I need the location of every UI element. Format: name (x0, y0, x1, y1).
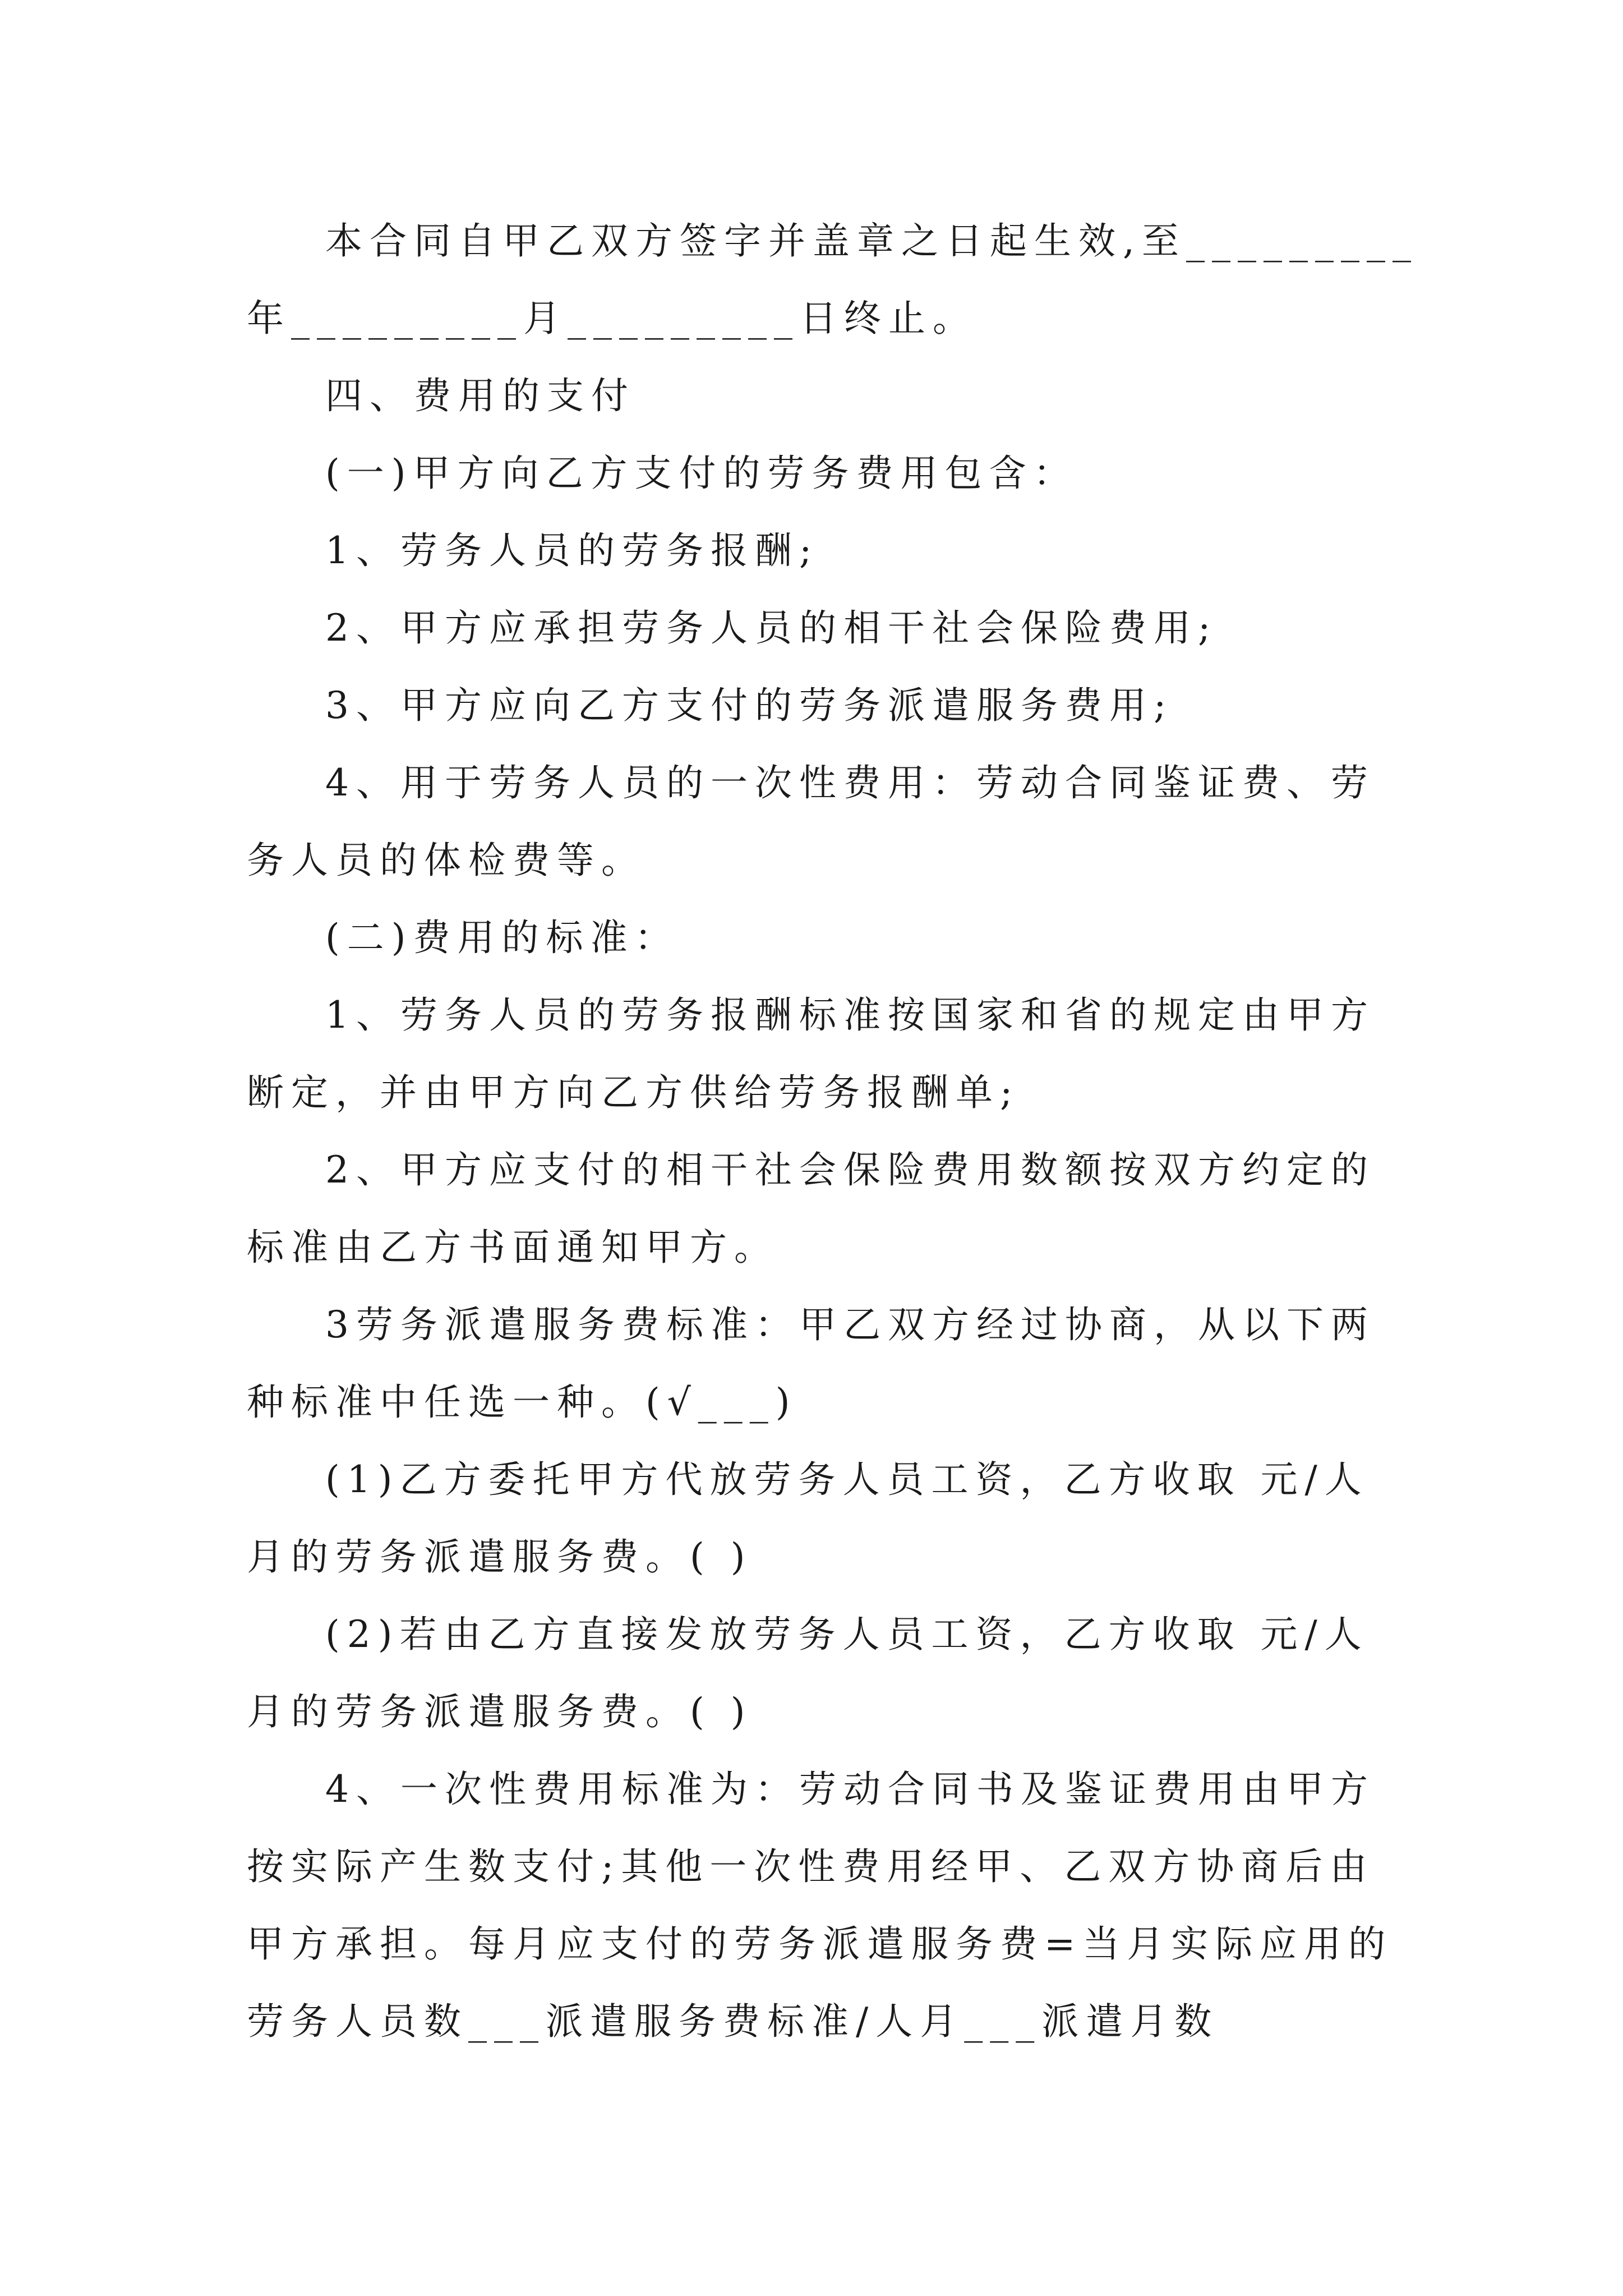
text-line: 月的劳务派遣服务费。( ) (247, 1690, 753, 1733)
text-line: 4、一次性费用标准为：劳动合同书及鉴证费用由甲方 (325, 1768, 1375, 1811)
text-line: 3、甲方应向乙方支付的劳务派遣服务费用; (325, 684, 1174, 727)
text-line: 2、甲方应支付的相干社会保险费用数额按双方约定的 (325, 1148, 1375, 1191)
text-line: 甲方承担。每月应支付的劳务派遣服务费=当月实际应用的 (247, 1922, 1393, 1966)
section-heading: 四、费用的支付 (325, 374, 635, 417)
subsection-heading: (一)甲方向乙方支付的劳务费用包含： (325, 452, 1078, 495)
text-line: 2、甲方应承担劳务人员的相干社会保险费用; (325, 606, 1218, 650)
text-line: 种标准中任选一种。(√___) (247, 1381, 797, 1424)
text-line: 4、用于劳务人员的一次性费用：劳动合同鉴证费、劳 (325, 761, 1375, 804)
text-line: 劳务人员数___派遣服务费标准/人月___派遣月数 (247, 2000, 1219, 2043)
text-line: (2)若由乙方直接发放劳务人员工资，乙方收取 元/人 (325, 1613, 1369, 1656)
text-line: 按实际产生数支付;其他一次性费用经甲、乙双方协商后由 (247, 1845, 1375, 1888)
text-line: 本合同自甲乙双方签字并盖章之日起生效,至_________ (325, 219, 1418, 263)
text-line: 1、劳务人员的劳务报酬; (325, 529, 819, 572)
text-line: 标准由乙方书面通知甲方。 (247, 1226, 778, 1269)
subsection-heading: (二)费用的标准： (325, 916, 679, 959)
text-line: 月的劳务派遣服务费。( ) (247, 1535, 753, 1579)
text-line: 务人员的体检费等。 (247, 839, 645, 882)
text-line: (1)乙方委托甲方代放劳务人员工资，乙方收取 元/人 (325, 1458, 1369, 1501)
text-line: 断定，并由甲方向乙方供给劳务报酬单; (247, 1071, 1020, 1114)
text-line: 年_________月_________日终止。 (247, 297, 977, 340)
text-line: 1、劳务人员的劳务报酬标准按国家和省的规定由甲方 (325, 993, 1375, 1037)
text-line: 3劳务派遣服务费标准：甲乙双方经过协商，从以下两 (325, 1303, 1375, 1346)
